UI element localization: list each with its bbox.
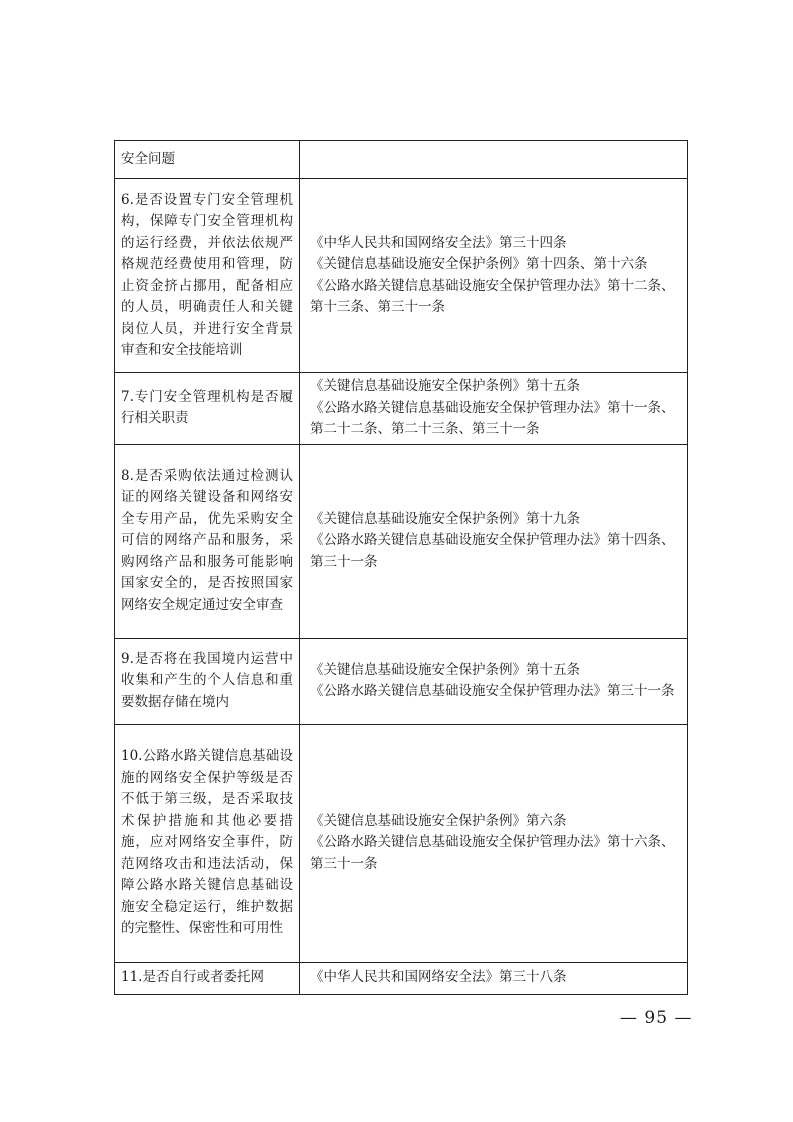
- table-row: [115, 141, 688, 179]
- inspection-item-cell: 6.是否设置专门安全管理机构，保障专门安全管理机构的运行经费，并依法依规严格规范经费使用和管理，防止资金挤占挪用，配备相应的人员，明确责任人和关键岗位人员，并进行安全背景审查和安全技能培训: [115, 179, 300, 373]
- legal-basis-line: 《关键信息基础设施安全保护条例》第十四条、第十六条: [310, 256, 648, 272]
- legal-basis-cell: [300, 179, 688, 373]
- inspection-item-cell: 安全问题: [115, 141, 300, 179]
- legal-basis-line: 《公路水路关键信息基础设施安全保护管理办法》第十一条、第二十二条、第二十三条、第三十一条: [310, 399, 675, 437]
- inspection-item-cell: 9.是否将在我国境内运营中收集和产生的个人信息和重要数据存储在境内: [115, 638, 300, 724]
- inspection-item-cell: 11.是否自行或者委托网: [115, 962, 300, 994]
- legal-basis-line: 《公路水路关键信息基础设施安全保护管理办法》第十四条、第三十一条: [310, 532, 675, 570]
- legal-basis-line: 《公路水路关键信息基础设施安全保护管理办法》第十六条、第三十一条: [310, 834, 675, 872]
- page-number: — 95 —: [620, 1008, 693, 1028]
- table-row: [115, 373, 688, 445]
- inspection-item-cell: 7.专门安全管理机构是否履行相关职责: [115, 373, 300, 445]
- legal-basis-cell: [300, 724, 688, 962]
- legal-basis-cell: [300, 141, 688, 179]
- legal-basis-line: 《公路水路关键信息基础设施安全保护管理办法》第十二条、第十三条、第三十一条: [310, 277, 675, 315]
- table-row: [115, 724, 688, 962]
- legal-basis-line: 《关键信息基础设施安全保护条例》第十五条: [310, 661, 580, 678]
- legal-basis-cell: [300, 962, 688, 994]
- legal-basis-line: 《中华人民共和国网络安全法》第三十八条: [310, 969, 567, 986]
- legal-basis-line: 《中华人民共和国网络安全法》第三十四条: [310, 234, 567, 251]
- legal-basis-line: 《公路水路关键信息基础设施安全保护管理办法》第三十一条: [310, 683, 675, 699]
- inspection-item-cell: 10.公路水路关键信息基础设施的网络安全保护等级是否不低于第三级，是否采取技术保护措施和其他必要措施，应对网络安全事件，防范网络攻击和违法活动，保障公路水路关键信息基础设施安全稳定运行，维护数据的完整性、保密性和可用性: [115, 724, 300, 962]
- table-row: [115, 962, 688, 994]
- legal-basis-line: 《关键信息基础设施安全保护条例》第十九条: [310, 510, 580, 527]
- legal-basis-cell: [300, 444, 688, 638]
- table-row: [115, 444, 688, 638]
- legal-basis-line: 《关键信息基础设施安全保护条例》第十五条: [310, 378, 580, 394]
- inspection-item-cell: 8.是否采购依法通过检测认证的网络关键设备和网络安全专用产品，优先采购安全可信的网络产品和服务，采购网络产品和服务可能影响国家安全的，是否按照国家网络安全规定通过安全审查: [115, 444, 300, 638]
- table-row: [115, 179, 688, 373]
- legal-basis-line: 《关键信息基础设施安全保护条例》第六条: [310, 812, 567, 829]
- table-row: [115, 638, 688, 724]
- legal-basis-cell: [300, 373, 688, 445]
- inspection-table: [114, 140, 688, 995]
- legal-basis-cell: [300, 638, 688, 724]
